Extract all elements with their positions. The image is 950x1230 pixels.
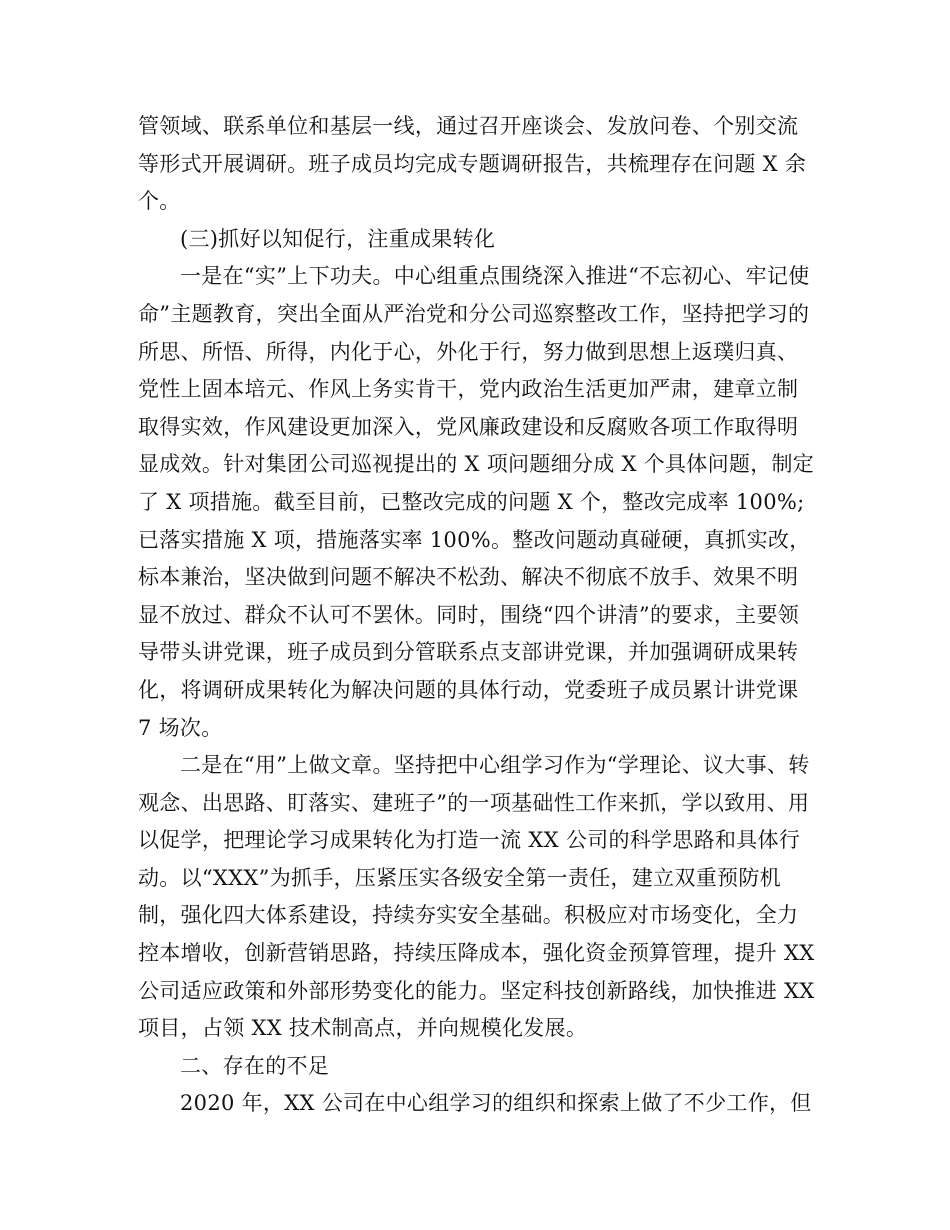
document-body [138,108,822,1123]
part-heading-shortcomings: 二、存在的不足 [180,1053,330,1078]
paragraph-shi: 一是在“实”上下功夫。中心组重点围绕深入推进“不忘初心、牢记使命”主题教育，突出全面从严治党和分公司巡察整改工作，坚持把学习的所思、所悟、所得，内化于心，外化于行，努力做到思想上返璞归真、党性上固本培元、作风上务实肯干，党内政治生活更加严肃，建章立制取得实效，作风建设更加深入，党风廉政建设和反腐败各项工作取得明显成效。针对集团公司巡视提出的 X 项问题细分成 X 个具体问题，制定了 X 项措施。截至目前，已整改完成的问题 X 个，整改完成率 100%;已落实措施 X 项，措施落实率 100%。整改问题动真碰硬，真抓实改，标本兼治，坚决做到问题不解决不松劲、解决不彻底不放手、效果不明显不放过、群众不认可不罢休。同时，围绕“四个讲清”的要求，主要领导带头讲党课，班子成员到分管联系点支部讲党课，并加强调研成果转化，将调研成果转化为解决问题的具体行动，党委班子成员累计讲党课 7 场次。 [138,264,815,740]
paragraph-intro-tail: 管领域、联系单位和基层一线，通过召开座谈会、发放问卷、个别交流等形式开展调研。班子成员均完成专题调研报告，共梳理存在问题 X 余个。 [138,114,807,214]
section-heading-3: (三)抓好以知促行，注重成果转化 [180,226,496,251]
paragraph-2020: 2020 年，XX 公司在中心组学习的组织和探索上做了不少工作，但 [180,1091,812,1116]
paragraph-yong: 二是在“用”上做文章。坚持把中心组学习作为“学理论、议大事、转观念、出思路、盯落实、建班子”的一项基础性工作来抓，学以致用、用以促学，把理论学习成果转化为打造一流 XX 公司的科学思路和具体行动。以“XXX”为抓手，压紧压实各级安全第一责任，建立双重预防机制，强化四大体系建设，持续夯实安全基础。积极应对市场变化，全力控本增收，创新营销思路，持续压降成本，强化资金预算管理，提升 XX 公司适应政策和外部形势变化的能力。坚定科技创新路线，加快推进 XX 项目，占领 XX 技术制高点，并向规模化发展。 [138,753,822,1041]
